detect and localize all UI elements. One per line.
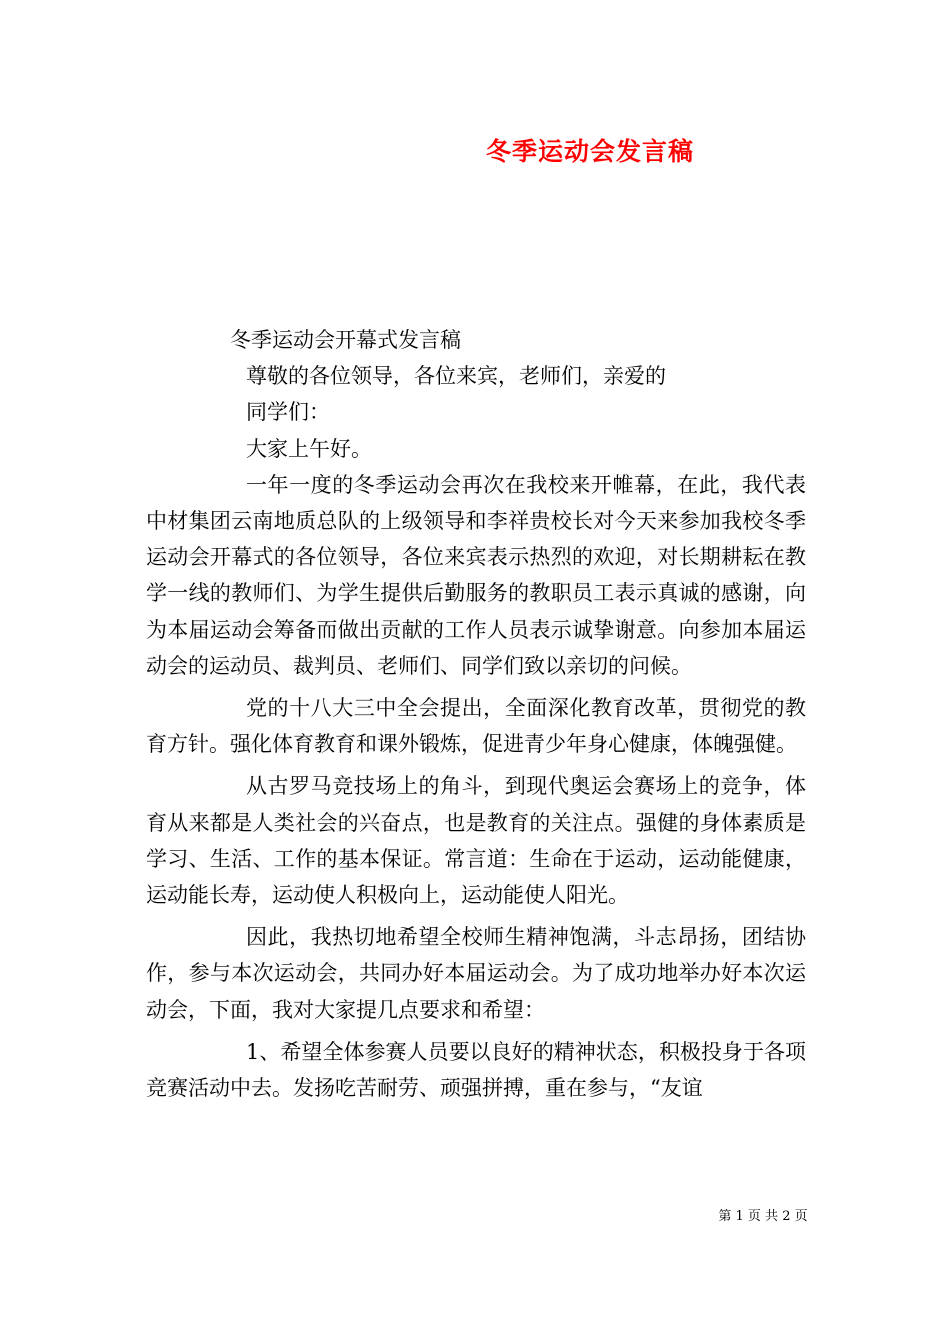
speech-subtitle: 冬季运动会开幕式发言稿 <box>230 328 461 352</box>
salutation-line-1: 尊敬的各位领导，各位来宾，老师们，亲爱的 <box>246 364 666 389</box>
page-number: 第 1 页 共 2 页 <box>718 1209 808 1224</box>
paragraph-education-policy: 党的十八大三中全会提出，全面深化教育改革，贯彻党的教育方针。强化体育教育和课外锻炼，促进青少年身心健康，体魄强健。 <box>146 696 806 757</box>
paragraph-sports-history: 从古罗马竞技场上的角斗，到现代奥运会赛场上的竞争，体育从来都是人类社会的兴奋点，也是教育的关注点。强健的身体素质是学习、生活、工作的基本保证。常言道：生命在于运动，运动能健康，运动能长寿，运动使人积极向上，运动能使人阳光。 <box>146 774 806 908</box>
salutation-line-2: 同学们： <box>246 400 330 425</box>
paragraph-requirement-1: 1、希望全体参赛人员要以良好的精神状态，积极投身于各项竞赛活动中去。发扬吃苦耐劳、顽强拼搏，重在参与，“友谊 <box>146 1039 806 1101</box>
paragraph-hopes: 因此，我热切地希望全校师生精神饱满，斗志昂扬，团结协作，参与本次运动会，共同办好本届运动会。为了成功地举办好本次运动会，下面，我对大家提几点要求和希望： <box>146 925 806 1022</box>
document-body <box>146 322 806 1106</box>
greeting-line: 大家上午好。 <box>246 436 372 461</box>
paragraph-welcome: 一年一度的冬季运动会再次在我校来开帷幕，在此，我代表中材集团云南地质总队的上级领导和李祥贵校长对今天来参加我校冬季运动会开幕式的各位领导，各位来宾表示热烈的欢迎，对长期耕耘在教学一线的教师们、为学生提供后勤服务的教职员工表示真诚的感谢，向为本届运动会筹备而做出贡献的工作人员表示诚挚谢意。向参加本届运动会的运动员、裁判员、老师们、同学们致以亲切的问候。 <box>146 472 806 678</box>
document-title: 冬季运动会发言稿 <box>485 137 694 166</box>
